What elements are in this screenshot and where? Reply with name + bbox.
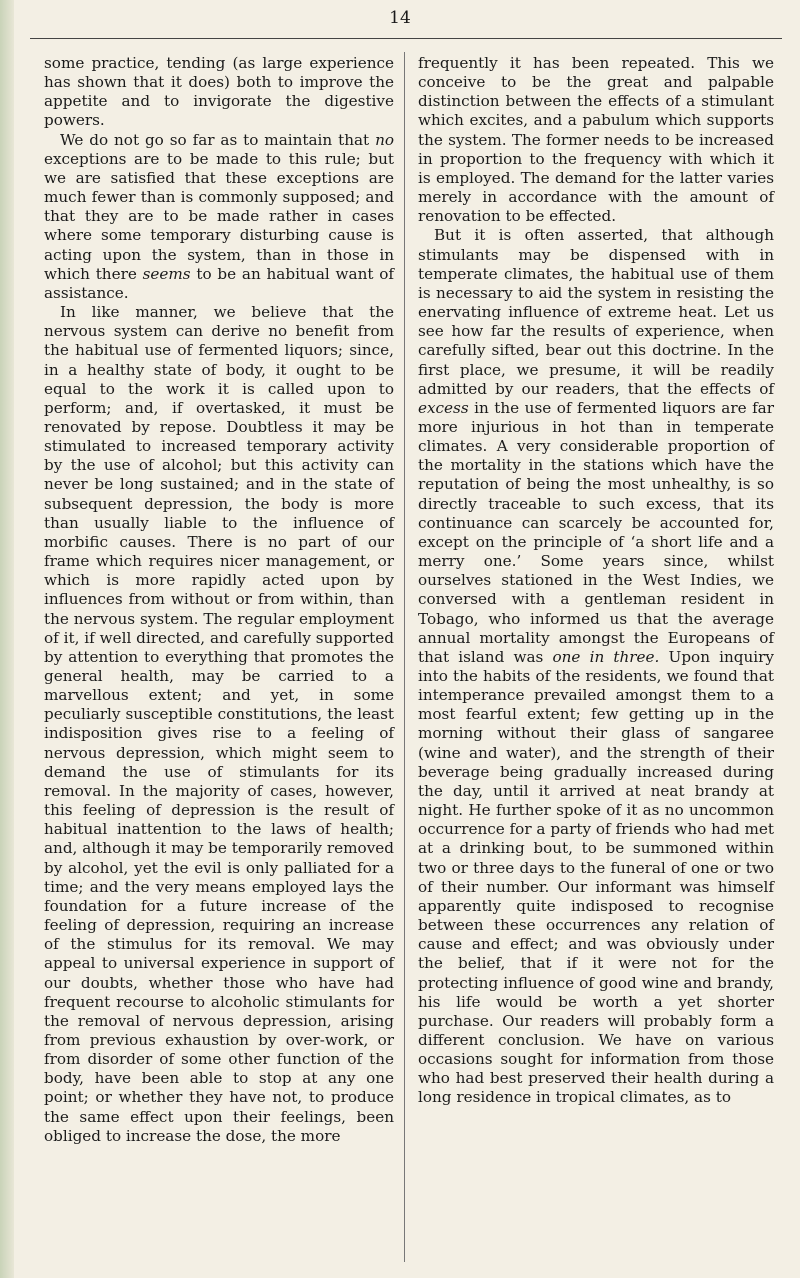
left-paragraph-2 (44, 131, 394, 303)
left-paragraph-3: In like manner, we believe that the nervous system can derive no benefit from the habitual use of fermented liquors; since, in a healthy state of body, it ought to be equal to the work it is called upon to perform; and, if overtasked, it must be renovated by repose. Doubtless it may be stimulated to increased temporary activity by the use of alcohol; but this activity can never be long sustained; and in the state of subsequent depression, the body is more than usually liable to the influence of morbific causes. There is no part of our frame which requires nicer management, or which is more rapidly acted upon by influences from without or from within, than the nervous system. The regular employment of it, if well directed, and carefully supported by attention to everything that promotes the general health, may be carried to a marvellous extent; and yet, in some peculiarly susceptible constitutions, the least indisposition gives rise to a feeling of nervous depression, which might seem to demand the use of stimulants for its removal. In the majority of cases, however, this feeling of depression is the result of habitual inattention to the laws of health; and, although it may be temporarily removed by alcohol, yet the evil is only palliated for a time; and the very means employed lays the foundation for a future increase of the feeling of depression, requiring an increase of the stimulus for its removal. We may appeal to universal experience in support of our doubts, whether those who have had frequent recourse to alcoholic stimulants for the removal of nervous depression, arising from previous exhaustion by over-work, or from disorder of some other function of the body, have been able to stop at any one point; or whether they have not, to produce the same effect upon their feelings, been obliged to increase the dose, the more (44, 303, 394, 1145)
page-number: 14 (389, 8, 411, 28)
left-column (44, 54, 394, 1146)
text-run: But it is often asserted, that although stimulants may be dispensed with in temperate climates, the habitual use of them is necessary to aid the system in resisting the enervating influence of extreme heat. Let us see how far the results of experience, when carefully sifted, bear out this doctrine. In the first place, we presume, it will be readily admitted by our readers, that the effects of (418, 226, 774, 398)
header-rule (30, 38, 782, 39)
right-paragraph-2 (418, 226, 774, 1107)
emphasis-text: no (375, 130, 394, 149)
emphasis-text: one in three. (552, 647, 660, 666)
column-divider (404, 52, 405, 1262)
right-column (418, 54, 774, 1108)
text-run: exceptions are to be made to this rule; but we are satisfied that these exceptions are much fewer than is commonly supposed; and that they are to be made rather in cases where some temporary disturbing cause is acting upon the system, than in those in which there (44, 149, 394, 283)
page-edge-shadow (0, 0, 14, 1278)
emphasis-text: seems (142, 264, 191, 283)
text-run: in the use of fermented liquors are far more injurious in hot than in temperate climates. A very considerable proportion of the mortality in the stations which have the reputation of being the most unhealthy, is so directly traceable to such excess, that its continuance can scarcely be accounted for, except on the principle of ‘a short life and a merry one.’ Some years since, whilst ourselves stationed in the West Indies, we conversed with a gentleman resident in Tobago, who informed us that the average annual mortality amongst the Europeans of that island was (418, 398, 774, 666)
emphasis-text: excess (418, 398, 469, 417)
text-run: Upon inquiry into the habits of the residents, we found that intemperance prevailed amongst them to a most fearful extent; few getting up in the morning without their glass of sangaree (wine and water), and the strength of their beverage being gradually increased during the day, until it arrived at neat brandy at night. He further spoke of it as no uncommon occurrence for a party of friends who had met at a drinking bout, to be summoned within two or three days to the funeral of one or two of their number. Our informant was himself apparently quite indisposed to recognise between these occurrences any relation of cause and effect; and was obviously under the belief, that if it were not for the protecting influence of good wine and brandy, his life would be worth a yet shorter purchase. Our readers will probably form a different conclusion. We have on various occasions sought for information from those who had best preserved their health during a long residence in tropical climates, as to (418, 647, 774, 1107)
left-paragraph-1: some practice, tending (as large experience has shown that it does) both to improve the appetite and to invigorate the digestive powers. (44, 54, 394, 130)
text-run: to be an habitual want of assistance. (44, 264, 394, 302)
right-paragraph-1: frequently it has been repeated. This we conceive to be the great and palpable distinction between the effects of a stimulant which excites, and a pabulum which supports the system. The former needs to be increased in proportion to the frequency with which it is employed. The demand for the latter varies merely in accordance with the amount of renovation to be effected. (418, 54, 774, 226)
text-run: We do not go so far as to maintain that (60, 130, 376, 149)
